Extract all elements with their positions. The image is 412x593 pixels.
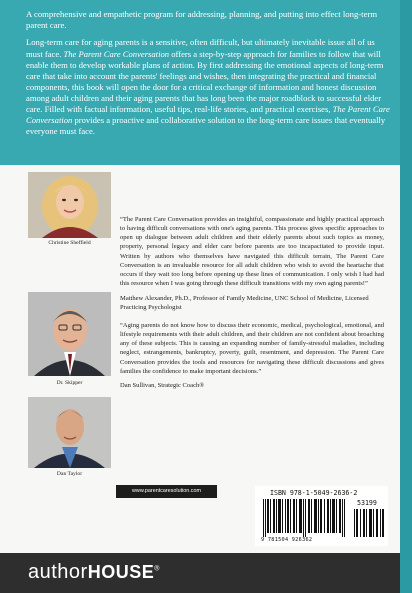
description-box — [0, 0, 400, 165]
publisher-footer — [0, 553, 400, 593]
endorsement-quote: “Aging parents do not know how to discuss their economic, medical, psychological, emotional, and lifestyle requirements with their adult children, and their children are not confident about broaching any of these subjects. This is causing an expanding number of family-stressful maladies, including neglect, estrangements, bankruptcy, poverty, guilt, resentment, and depression. The Parent Care Conversation provides the tools and resources for navigating these difficult discussions and gives families the confidence to make important decisions.” — [120, 321, 384, 375]
endorsement-quote: “The Parent Care Conversation provides an insightful, compassionate and highly practical approach to having difficult conversations with one's aging parents. This process gives specific approaches to open up dialogue between adult children and their elderly parents about such topics as money, property, personal legacy and elder care before parents are too incapacitated to provide input. Written by authors who themselves have navigated this difficult terrain, The Parent Care Conversation is an invaluable resource for all adult children who wish to avoid the heartache that occurs if they wait too long before opening up these lines of communication. I only wish I had had this resource when I was going through these difficult transitions with my own aging parents!” — [120, 216, 384, 288]
authorhouse-logo: authorHOUSE® — [28, 561, 160, 583]
author-caption: Christine Sheffield — [48, 240, 91, 246]
ean-barcode — [263, 499, 347, 537]
author-caption: Dr. Skipper — [56, 380, 83, 386]
price-code: 53199 — [357, 499, 377, 507]
spine-edge-strip — [400, 0, 412, 593]
barcode-box — [255, 486, 388, 546]
isbn-label: ISBN 978-1-5049-2636-2 — [270, 489, 358, 497]
endorsement-attribution: Matthew Alexander, Ph.D., Professor of Family Medicine, UNC School of Medicine, Licensed Practicing Psychologist — [120, 294, 369, 311]
barcode-digits: 9 781504 926362 — [261, 537, 313, 543]
price-barcode — [354, 509, 384, 537]
christine-sheffield-photo — [28, 172, 111, 238]
website-url: www.parentcaresolution.com — [116, 485, 217, 498]
dan-taylor-photo — [28, 397, 111, 468]
endorsement-attribution: Dan Sullivan, Strategic Coach® — [120, 382, 205, 390]
endorsements — [120, 215, 384, 399]
description-body: Long-term care for aging parents is a sensitive, often difficult, but ultimately inevitable issue all of us must face. The Parent Care Conversation offers a step-by-step approach for families to follow that will enable them to develop workable plans of action. By first addressing the emotional aspects of long-term care that take into account the parents' feelings and wishes, then integrating the practical and financial components, this book will open the door for a critical exchange of information and honest discussion among adult children and their aging parents that has long been the major roadblock to successful elder care. Filled with factual information, useful tips, real-life stories, and practical exercises, The Parent Care Conversation provides a proactive and collaborative solution to the long-term care issues that eventually everyone must face. — [26, 37, 390, 137]
description-lead: A comprehensive and empathetic program for addressing, planning, and putting into effect long-term parent care. — [26, 9, 378, 31]
dr-skipper-photo — [28, 292, 111, 376]
author-caption: Dan Taylor — [56, 471, 83, 477]
